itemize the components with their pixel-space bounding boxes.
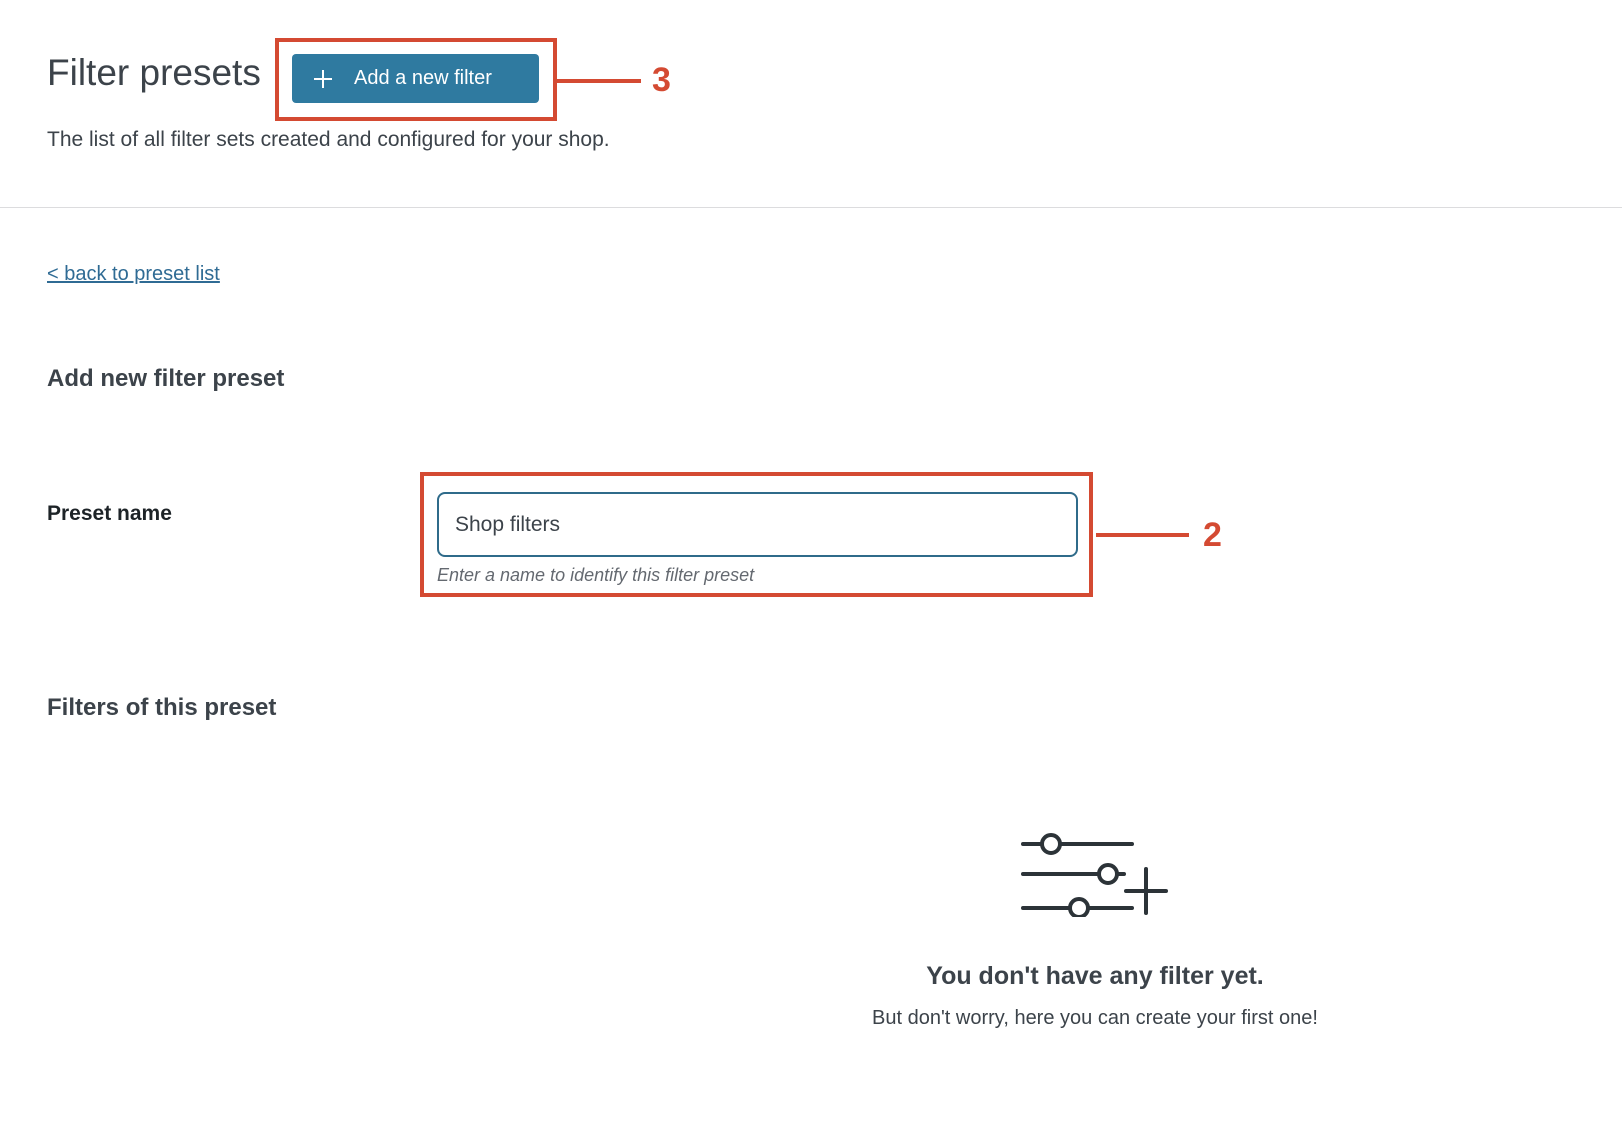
sliders-plus-icon xyxy=(1020,825,1170,917)
add-new-filter-button[interactable] xyxy=(292,54,539,103)
plus-icon xyxy=(312,68,334,90)
preset-name-input[interactable] xyxy=(437,492,1078,557)
annotation-line-preset-name xyxy=(1096,533,1189,537)
preset-name-hint: Enter a name to identify this filter preset xyxy=(437,565,755,585)
annotation-number-preset-name: 2 xyxy=(1203,516,1222,554)
annotation-number-add-button: 3 xyxy=(652,61,671,99)
annotation-line-add-button xyxy=(557,79,641,83)
empty-state-title: You don't have any filter yet. xyxy=(926,962,1264,990)
add-preset-section-title: Add new filter preset xyxy=(47,365,285,392)
header-divider xyxy=(0,207,1622,208)
add-new-filter-label: Add a new filter xyxy=(354,67,492,89)
preset-name-label: Preset name xyxy=(47,502,172,525)
filters-section-title: Filters of this preset xyxy=(47,694,277,721)
page-subtitle: The list of all filter sets created and configured for your shop. xyxy=(47,128,610,151)
back-to-preset-list-link[interactable]: < back to preset list xyxy=(47,263,220,285)
empty-state-description: But don't worry, here you can create your first one! xyxy=(872,1007,1318,1029)
page-title: Filter presets xyxy=(47,52,261,93)
